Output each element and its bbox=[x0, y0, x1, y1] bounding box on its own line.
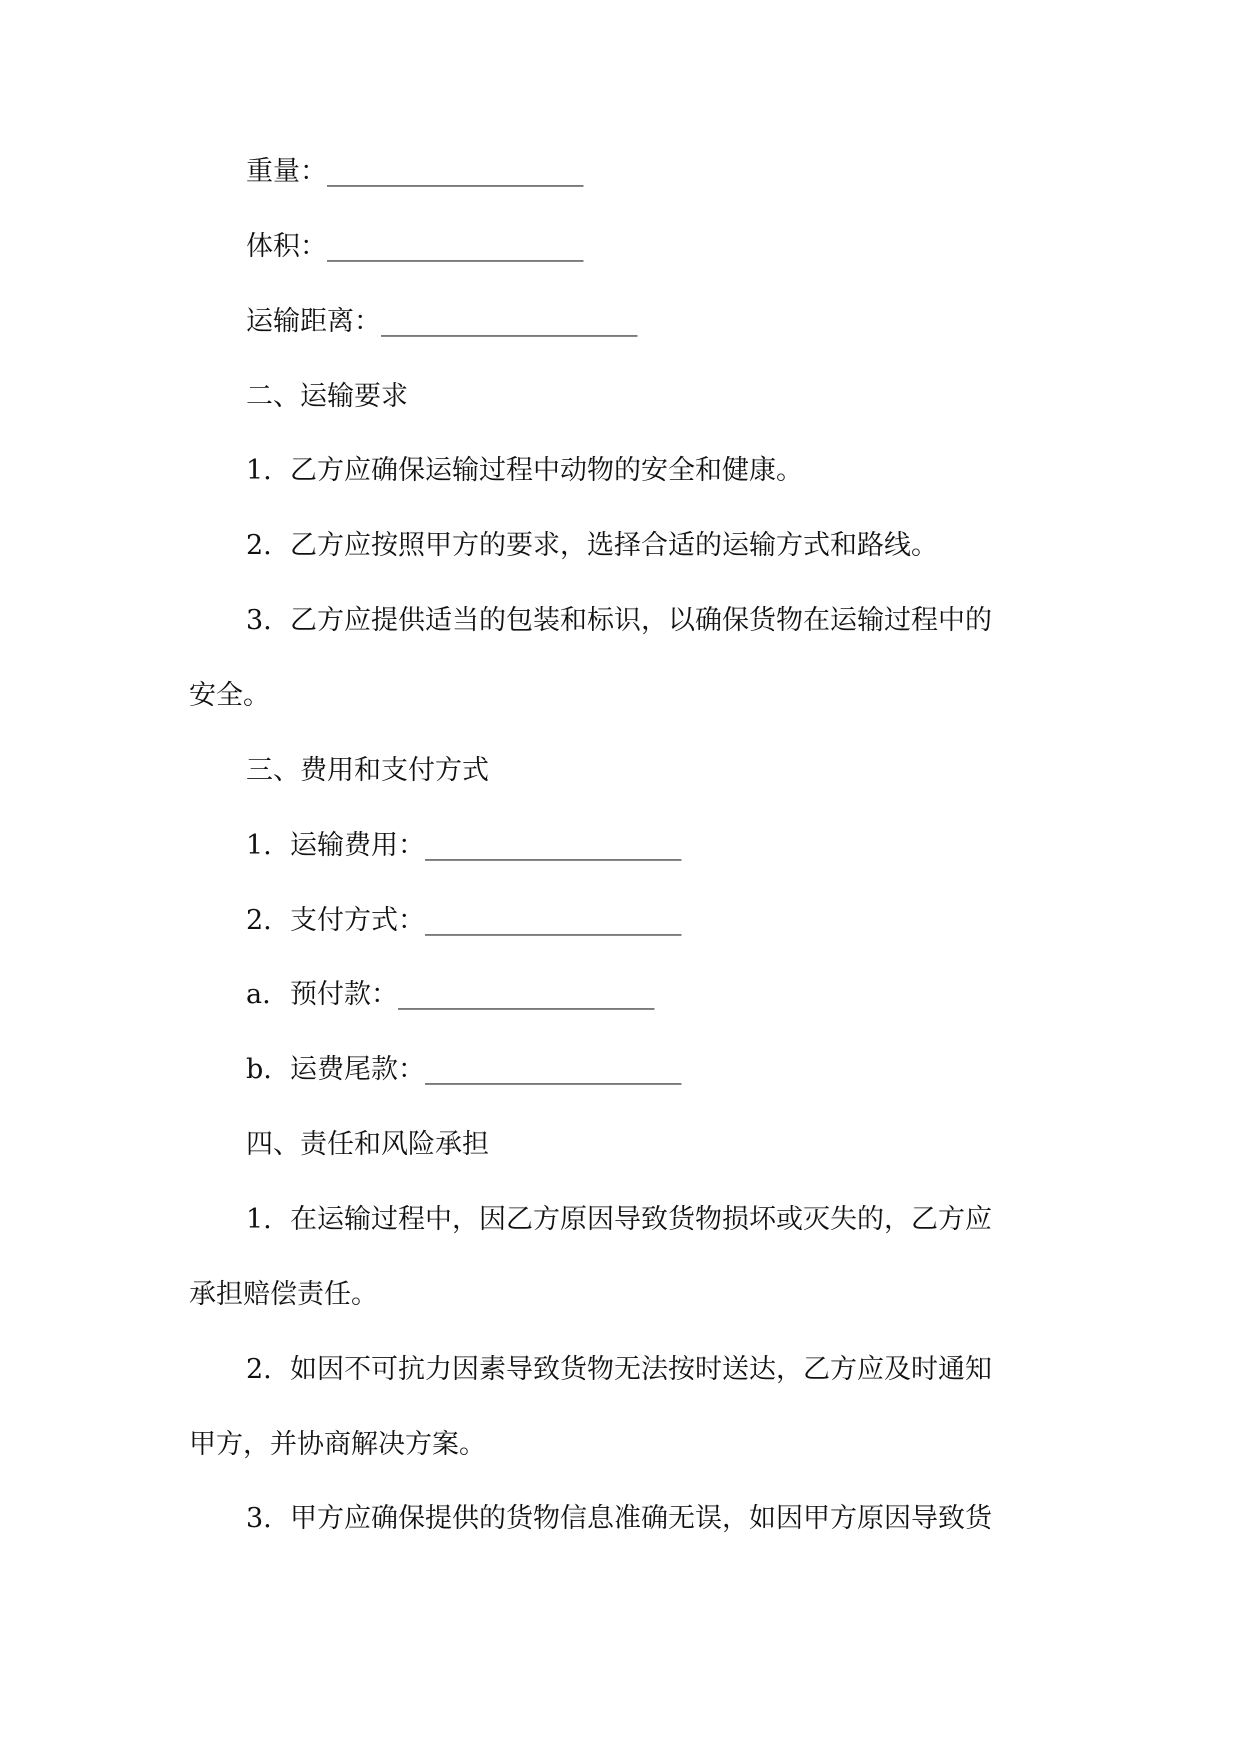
list-item bbox=[246, 449, 803, 493]
item-text: 乙方应提供适当的包装和标识，以确保货物在运输过程中的 bbox=[290, 605, 992, 636]
section-heading-transport-requirements: 二、运输要求 bbox=[246, 381, 408, 412]
item-text: 乙方应按照甲方的要求，选择合适的运输方式和路线。 bbox=[290, 530, 938, 561]
item-number: 2. bbox=[246, 1354, 272, 1385]
item-number: 3. bbox=[246, 1503, 272, 1534]
item-number: b. bbox=[246, 1054, 272, 1085]
item-text: 如因不可抗力因素导致货物无法按时送达，乙方应及时通知 bbox=[290, 1354, 992, 1385]
item-text: 乙方应确保运输过程中动物的安全和健康。 bbox=[290, 455, 803, 486]
item-text: 预付款：___________________ bbox=[290, 979, 655, 1010]
list-item-continuation: 安全。 bbox=[189, 680, 270, 711]
item-number: 1. bbox=[246, 830, 272, 861]
section-heading-fees-payment: 三、费用和支付方式 bbox=[246, 755, 489, 786]
list-item bbox=[246, 524, 938, 568]
item-text: 运输费用：___________________ bbox=[290, 830, 682, 861]
section-heading-liability-risk: 四、责任和风险承担 bbox=[246, 1129, 489, 1160]
list-item bbox=[246, 599, 992, 643]
list-item bbox=[246, 1348, 992, 1392]
weight-field: 重量：___________________ bbox=[246, 156, 584, 187]
volume-field: 体积：___________________ bbox=[246, 231, 584, 262]
list-item bbox=[246, 1198, 992, 1242]
item-text: 甲方应确保提供的货物信息准确无误，如因甲方原因导致货 bbox=[290, 1503, 992, 1534]
item-text: 在运输过程中，因乙方原因导致货物损坏或灭失的，乙方应 bbox=[290, 1204, 992, 1235]
list-item bbox=[246, 824, 682, 868]
list-item-continuation: 甲方，并协商解决方案。 bbox=[189, 1429, 486, 1460]
item-number: 1. bbox=[246, 455, 272, 486]
item-text: 运费尾款：___________________ bbox=[290, 1054, 682, 1085]
item-number: 3. bbox=[246, 605, 272, 636]
list-item bbox=[246, 1048, 682, 1092]
item-number: a. bbox=[246, 979, 271, 1010]
list-item-continuation: 承担赔偿责任。 bbox=[189, 1279, 378, 1310]
item-number: 1. bbox=[246, 1204, 272, 1235]
list-item bbox=[246, 1497, 992, 1541]
distance-field: 运输距离：___________________ bbox=[246, 306, 638, 337]
item-number: 2. bbox=[246, 905, 272, 936]
list-item bbox=[246, 899, 682, 943]
list-item bbox=[246, 973, 655, 1017]
item-text: 支付方式：___________________ bbox=[290, 905, 682, 936]
item-number: 2. bbox=[246, 530, 272, 561]
